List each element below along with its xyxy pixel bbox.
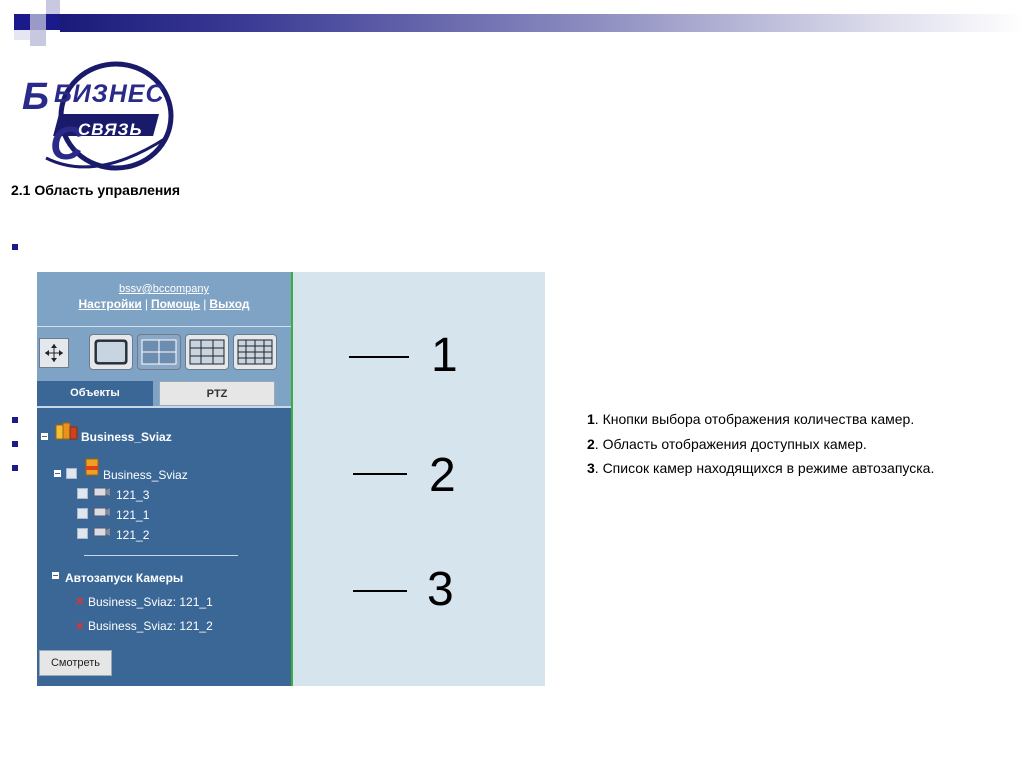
autostart-item[interactable]: Business_Sviaz: 121_2 <box>88 619 213 633</box>
legend-number: 3 <box>587 460 595 476</box>
legend-number: 1 <box>587 411 595 427</box>
remove-icon[interactable]: ✕ <box>75 596 85 608</box>
marker-line <box>353 473 407 475</box>
marker-line <box>353 590 407 592</box>
layout-1-button[interactable] <box>89 334 133 370</box>
legend-item <box>587 460 934 476</box>
camera-icon <box>93 486 111 497</box>
bullet-marker <box>12 417 18 423</box>
control-area-screenshot <box>37 272 545 686</box>
camera-item[interactable]: 121_1 <box>116 508 150 522</box>
user-email-link[interactable]: bssv@bccompany <box>118 283 210 295</box>
link-separator: | <box>144 297 148 311</box>
layout-4-button[interactable] <box>137 334 181 370</box>
page-title: 2.1 Область управления <box>11 182 181 198</box>
legend-text: . Список камер находящихся в режиме автозапуска. <box>594 460 935 476</box>
marker-1: 1 <box>431 329 458 382</box>
legend-text: . Кнопки выбора отображения количества камер. <box>594 411 915 427</box>
marker-3: 3 <box>427 563 454 616</box>
bullet-marker <box>12 465 18 471</box>
layout-buttons-row <box>37 326 291 381</box>
exit-link[interactable]: Выход <box>209 297 250 311</box>
group-checkbox[interactable] <box>66 468 77 479</box>
camera-item[interactable]: 121_3 <box>116 488 150 502</box>
grid-3x3-icon <box>186 335 228 369</box>
legend-number: 2 <box>587 436 595 452</box>
control-panel <box>37 272 293 686</box>
decor-square <box>14 14 30 30</box>
move-arrows-icon <box>40 339 68 367</box>
tab-objects[interactable]: Объекты <box>37 381 153 406</box>
link-separator: | <box>203 297 207 311</box>
collapse-icon[interactable] <box>54 470 61 477</box>
settings-link[interactable]: Настройки <box>78 297 142 311</box>
camera-icon <box>93 526 111 537</box>
decor-square <box>46 0 60 14</box>
camera-checkbox[interactable] <box>77 528 88 539</box>
objects-folder-icon <box>55 421 79 441</box>
gradient-bar <box>60 14 1024 32</box>
single-view-icon <box>90 335 132 369</box>
collapse-icon[interactable] <box>41 433 48 440</box>
company-logo: Б БИЗНЕС С СВЯЗЬ <box>16 58 181 180</box>
camera-checkbox[interactable] <box>77 488 88 499</box>
grid-4x4-icon <box>234 335 276 369</box>
grid-2x2-icon <box>138 335 180 369</box>
remove-icon[interactable]: ✕ <box>75 621 85 633</box>
group-folder-icon <box>84 457 100 477</box>
marker-2: 2 <box>429 449 456 502</box>
camera-item[interactable]: 121_2 <box>116 528 150 542</box>
user-links <box>37 297 291 311</box>
decor-square <box>30 30 46 46</box>
help-link[interactable]: Помощь <box>150 297 201 311</box>
panel-tabs <box>37 380 291 408</box>
decor-square <box>14 30 30 40</box>
tree-divider <box>84 555 238 556</box>
logo-text-bottom: СВЯЗЬ <box>78 120 143 139</box>
legend-text: . Область отображения доступных камер. <box>594 436 867 452</box>
autostart-item[interactable]: Business_Sviaz: 121_1 <box>88 595 213 609</box>
marker-line <box>349 356 409 358</box>
tree-root[interactable]: Business_Sviaz <box>81 430 172 444</box>
decor-square <box>30 14 46 30</box>
decor-square <box>46 14 60 30</box>
layout-16-button[interactable] <box>233 334 277 370</box>
camera-checkbox[interactable] <box>77 508 88 519</box>
layout-9-button[interactable] <box>185 334 229 370</box>
camera-icon <box>93 506 111 517</box>
bullet-marker <box>12 244 18 250</box>
legend-item <box>587 436 867 452</box>
logo-text-top: БИЗНЕС <box>54 80 165 108</box>
collapse-icon[interactable] <box>52 572 59 579</box>
autostart-title: Автозапуск Камеры <box>65 571 184 585</box>
move-button[interactable] <box>39 338 69 368</box>
user-header <box>37 272 291 326</box>
header-decoration <box>0 0 1024 46</box>
tab-ptz[interactable]: PTZ <box>159 381 275 406</box>
legend-item <box>587 411 914 427</box>
view-button[interactable]: Смотреть <box>39 650 112 676</box>
bullet-marker <box>12 441 18 447</box>
tree-group[interactable]: Business_Sviaz <box>103 468 188 482</box>
